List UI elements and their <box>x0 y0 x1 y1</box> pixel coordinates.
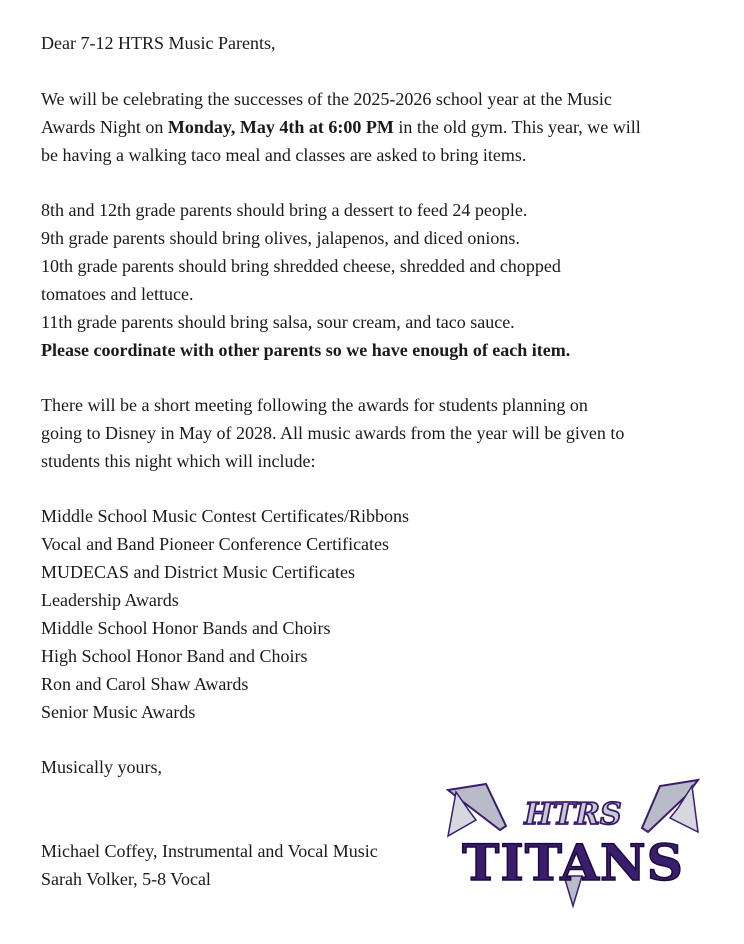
award-item: Leadership Awards <box>41 590 179 610</box>
award-item: Middle School Music Contest Certificates/Ribbons <box>41 506 409 526</box>
award-item: Middle School Honor Bands and Choirs <box>41 618 331 638</box>
food-line-2: 9th grade parents should bring olives, jalapenos, and diced onions. <box>41 228 520 248</box>
signature-1: Michael Coffey, Instrumental and Vocal Music <box>41 841 378 861</box>
closing: Musically yours, <box>41 757 162 777</box>
award-item: Ron and Carol Shaw Awards <box>41 674 249 694</box>
award-item: Senior Music Awards <box>41 702 196 722</box>
food-line-4: tomatoes and lettuce. <box>41 284 194 304</box>
award-item: MUDECAS and District Music Certificates <box>41 562 355 582</box>
logo-top-text: HTRS <box>524 797 622 832</box>
letter <box>41 29 706 893</box>
meeting-line-1: There will be a short meeting following the awards for students planning on <box>41 395 588 415</box>
titans-logo-graphic <box>446 776 700 910</box>
intro-line-3: be having a walking taco meal and classes are asked to bring items. <box>41 145 527 165</box>
award-item: High School Honor Band and Choirs <box>41 646 308 666</box>
intro-line-1: We will be celebrating the successes of the 2025-2026 school year at the Music <box>41 89 612 109</box>
meeting-line-3: students this night which will include: <box>41 451 316 471</box>
meeting-line-2: going to Disney in May of 2028. All music awards from the year will be given to <box>41 423 625 443</box>
award-item: Vocal and Band Pioneer Conference Certificates <box>41 534 390 554</box>
meeting-paragraph <box>41 391 706 475</box>
awards-list <box>41 502 706 726</box>
htrs-titans-logo <box>446 776 700 910</box>
event-datetime: Monday, May 4th at 6:00 PM <box>167 117 394 137</box>
food-line-5: 11th grade parents should bring salsa, sour cream, and taco sauce. <box>41 312 515 332</box>
greeting: Dear 7-12 HTRS Music Parents, <box>41 33 276 53</box>
intro-paragraph <box>41 85 706 169</box>
coordinate-note: Please coordinate with other parents so we have enough of each item. <box>41 340 571 360</box>
intro-line-2: Awards Night on Monday, May 4th at 6:00 PM in the old gym. This year, we will <box>41 117 641 137</box>
logo-bottom-text: TITANS <box>462 833 684 892</box>
food-assignments <box>41 196 706 364</box>
food-line-1: 8th and 12th grade parents should bring a dessert to feed 24 people. <box>41 200 528 220</box>
food-line-3: 10th grade parents should bring shredded cheese, shredded and chopped <box>41 256 561 276</box>
signature-2: Sarah Volker, 5-8 Vocal <box>41 869 211 889</box>
